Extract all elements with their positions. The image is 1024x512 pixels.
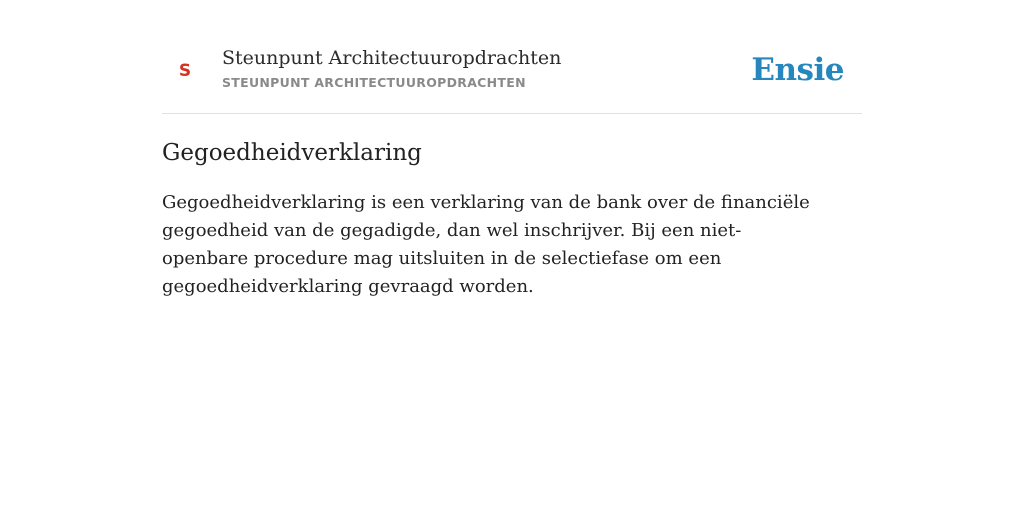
ensie-brand-logo[interactable]: Ensie [751, 52, 844, 88]
term-definition: Gegoedheidverklaring is een verklaring van de bank over de financiële gegoedheid van de gegadigde, dan wel inschrijver. Bij een niet-openbare procedure mag uitsluiten in de selectiefase om een gegoedheidverklaring gevraagd worden. [162, 192, 810, 297]
card-header [162, 0, 862, 114]
term-title: Gegoedheidverklaring [162, 140, 422, 166]
organization-subtitle: STEUNPUNT ARCHITECTUUROPDRACHTEN [222, 75, 526, 90]
definition-card [162, 0, 862, 512]
organization-name[interactable]: Steunpunt Architectuuropdrachten [222, 47, 562, 69]
organization-logo[interactable]: S [178, 61, 192, 81]
